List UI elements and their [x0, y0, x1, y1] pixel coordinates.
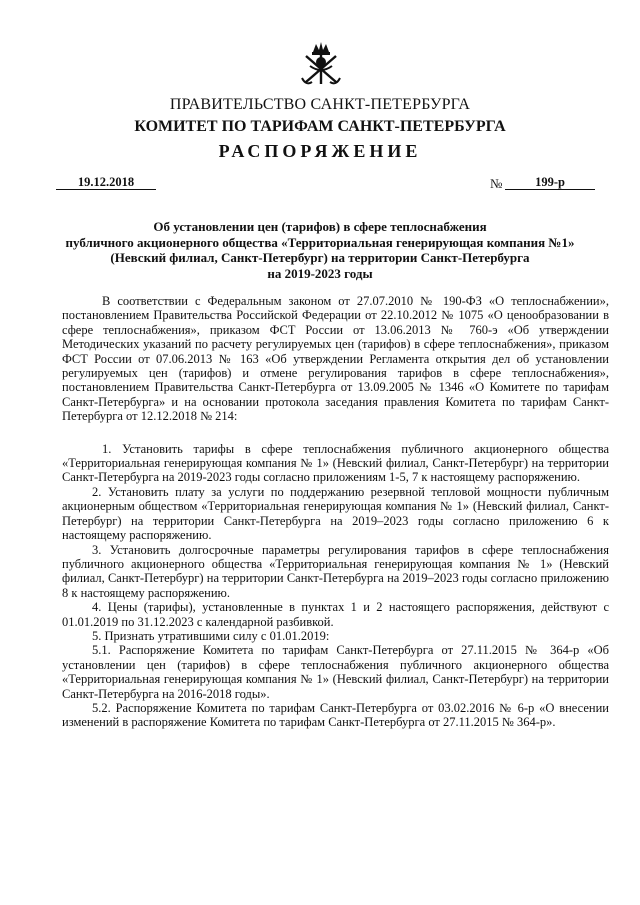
clause-2: 2. Установить плату за услуги по поддержанию резервной тепловой мощности публичным акционерным обществом «Территориальная генерирующая компания № 1» (Невский филиал, Санкт-Петербург) на территории Санкт-Петербурга на 2019–2023 годы согласно приложению 6 к настоящему распоряжению. [62, 484, 609, 543]
coat-of-arms-icon [298, 40, 344, 88]
title-line: публичного акционерного общества «Территориальная генерирующая компания №1» [65, 234, 575, 250]
clause-1: 1. Установить тарифы в сфере теплоснабжения публичного акционерного общества «Территориальная генерирующая компания № 1» (Невский филиал, Санкт-Петербург) на территории Санкт-Петербурга на 2019-2023 годы согласно приложениям 1-5, 7 к настоящему распоряжению. [62, 441, 609, 485]
document-body [62, 294, 609, 730]
title-line: на 2019-2023 годы [267, 265, 373, 281]
committee-name: КОМИТЕТ ПО ТАРИФАМ САНКТ-ПЕТЕРБУРГА [134, 118, 506, 135]
number-label: № [490, 176, 503, 191]
title-line: (Невский филиал, Санкт-Петербург) на территории Санкт-Петербурга [110, 250, 530, 265]
document-type: РАСПОРЯЖЕНИЕ [218, 141, 422, 161]
document-title [60, 219, 580, 281]
government-name: ПРАВИТЕЛЬСТВО САНКТ-ПЕТЕРБУРГА [169, 96, 471, 113]
clause-4: 4. Цены (тарифы), установленные в пунктах 1 и 2 настоящего распоряжения, действуют с 01.01.2019 по 31.12.2023 с календарной разбивкой. [62, 600, 609, 629]
clause-5-1: 5.1. Распоряжение Комитета по тарифам Санкт-Петербурга от 27.11.2015 № 364-р «Об установлении цен (тарифов) в сфере теплоснабжения публичного акционерного общества «Территориальная генерирующая компания № 1» (Невский филиал, Санкт-Петербург) на территории Санкт-Петербурга на 2016-2018 годы». [62, 643, 609, 701]
clause-3: 3. Установить долгосрочные параметры регулирования тарифов в сфере теплоснабжения публичного акционерного общества «Территориальная генерирующая компания № 1» (Невский филиал, Санкт-Петербург) на территории Санкт-Петербурга на 2019–2023 годы согласно приложению 8 к настоящему распоряжению. [62, 542, 609, 600]
preamble-paragraph: В соответствии с Федеральным законом от 27.07.2010 № 190-ФЗ «О теплоснабжении», постановлением Правительства Российской Федерации от 22.10.2012 № 1075 «О ценообразовании в сфере теплоснабжения», приказом ФСТ России от 13.06.2013 № 760-э «Об утверждении Методических указаний по расчету регулируемых цен (тарифов) в сфере теплоснабжения», приказом ФСТ России от 07.06.2013 № 163 «Об утверждении Регламента открытия дел об установлении регулируемых цен (тарифов) и отмене регулирования тарифов в сфере теплоснабжения», постановлением Правительства Санкт-Петербурга от 13.09.2005 № 1346 «О Комитете по тарифам Санкт-Петербурга» и на основании протокола заседания правления Комитета по тарифам Санкт-Петербурга от 12.12.2018 № 214: [62, 294, 609, 424]
title-line: Об установлении цен (тарифов) в сфере теплоснабжения [153, 219, 487, 234]
clause-5: 5. Признать утратившими силу с 01.01.2019: [92, 628, 330, 643]
document-date: 19.12.2018 [56, 175, 156, 190]
clause-5-2: 5.2. Распоряжение Комитета по тарифам Санкт-Петербурга от 03.02.2016 № 6-р «О внесении изменений в распоряжение Комитета по тарифам Санкт-Петербурга от 27.11.2015 № 364-р». [62, 700, 609, 730]
document-number: 199-р [505, 175, 595, 190]
